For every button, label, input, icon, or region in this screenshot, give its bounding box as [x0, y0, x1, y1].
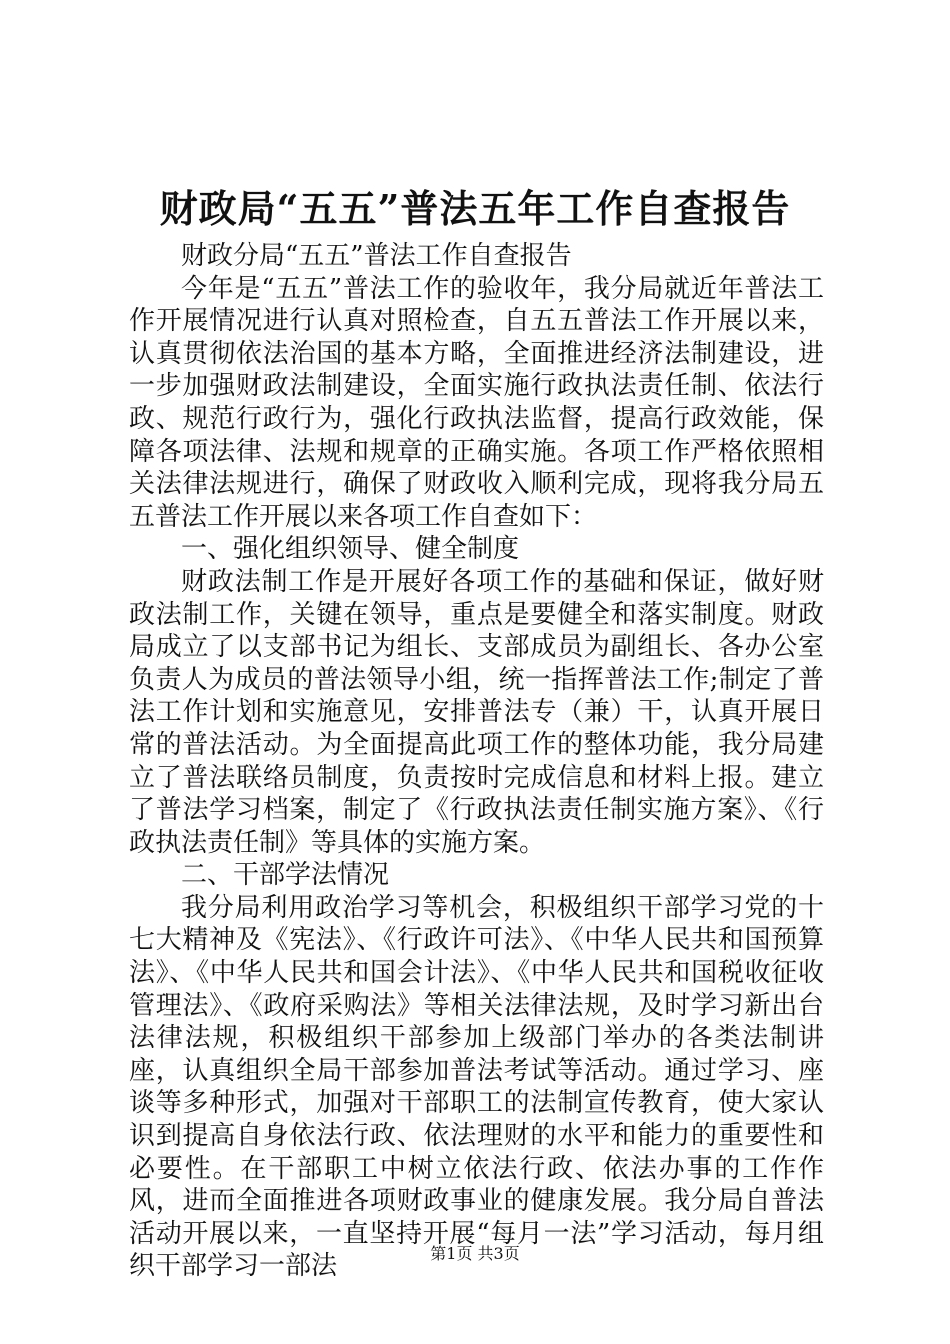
page-footer: 第1页 共3页 [430, 1244, 520, 1263]
section-1-paragraph: 财政法制工作是开展好各项工作的基础和保证，做好财政法制工作，关键在领导，重点是要健全和落实制度。财政局成立了以支部书记为组长、支部成员为副组长、各办公室负责人为成员的普法领导小组，统一指挥普法工作;制定了普法工作计划和实施意见，安排普法专（兼）干，认真开展日常的普法活动。为全面提高此项工作的整体功能，我分局建立了普法联络员制度，负责按时完成信息和材料上报。建立了普法学习档案，制定了《行政执法责任制实施方案》、《行政执法责任制》等具体的实施方案。 [129, 566, 824, 858]
subtitle-paragraph: 财政分局“五五”普法工作自查报告 [181, 241, 572, 271]
intro-paragraph: 今年是“五五”普法工作的验收年，我分局就近年普法工作开展情况进行认真对照检查，自五五普法工作开展以来，认真贯彻依法治国的基本方略，全面推进经济法制建设，进一步加强财政法制建设，全面实施行政执法责任制、依法行政、规范行政行为，强化行政执法监督，提高行政效能，保障各项法律、法规和规章的正确实施。各项工作严格依照相关法律法规进行，确保了财政收入顺利完成，现将我分局五五普法工作开展以来各项工作自查如下： [129, 273, 824, 532]
section-2-paragraph: 我分局利用政治学习等机会，积极组织干部学习党的十七大精神及《宪法》、《行政许可法》、《中华人民共和国预算法》、《中华人民共和国会计法》、《中华人民共和国税收征收管理法》、《政府采购法》等相关法律法规，及时学习新出台法律法规，积极组织干部参加上级部门举办的各类法制讲座，认真组织全局干部参加普法考试等活动。通过学习、座谈等多种形式，加强对干部职工的法制宣传教育，使大家认识到提高自身依法行政、依法理财的水平和能力的重要性和必要性。在干部职工中树立依法行政、依法办事的工作作风，进而全面推进各项财政事业的健康发展。我分局自普法活动开展以来，一直坚持开展“每月一法”学习活动，每月组织干部学习一部法 [129, 892, 824, 1282]
section-heading-2: 二、干部学法情况 [181, 860, 390, 891]
document-body [129, 240, 824, 1283]
section-heading-1: 一、强化组织领导、健全制度 [181, 534, 520, 565]
document-title: 财政局“五五”普法五年工作自查报告 [159, 186, 791, 231]
